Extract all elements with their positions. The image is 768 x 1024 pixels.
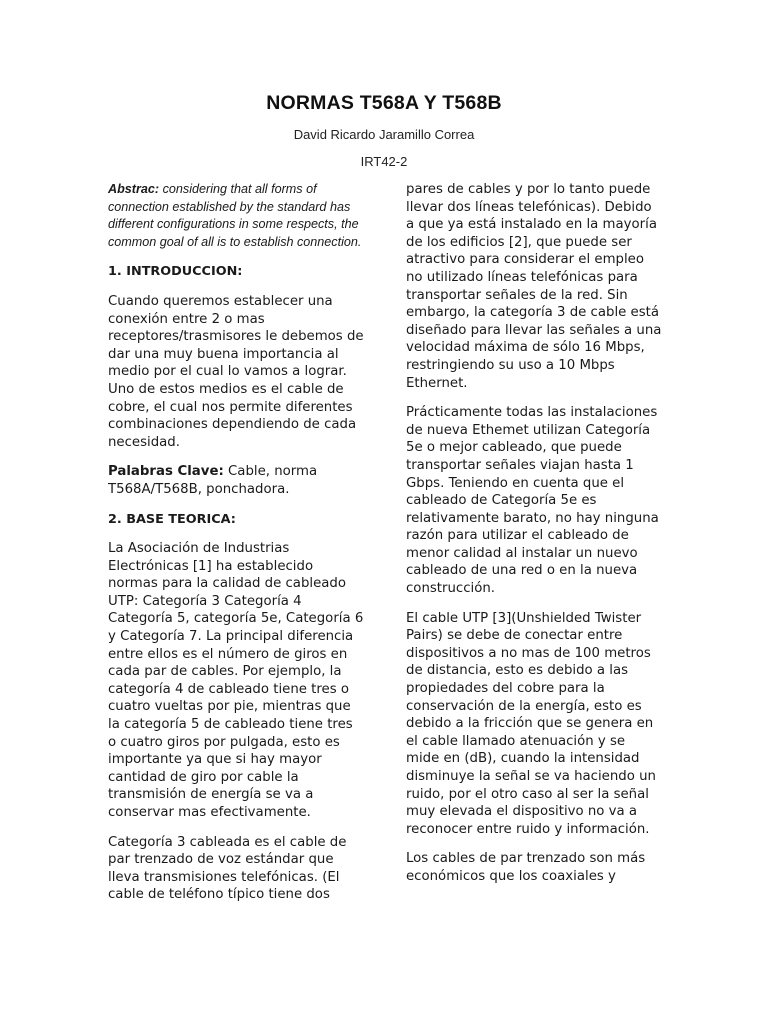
right-column bbox=[406, 181, 662, 898]
keywords-label: Palabras Clave: bbox=[108, 464, 224, 480]
abstract bbox=[108, 181, 364, 251]
abstract-text: considering that all forms of connection established by the standard has different configurations in some respects, the common goal of all is to establish connection. bbox=[108, 182, 362, 249]
body-paragraph: Prácticamente todas las instalaciones de nueva Ethemet utilizan Categoría 5e o mejor cableado, que puede transportar señales viajan hasta 1 Gbps. Teniendo en cuenta que el cableado de Categoría 5e es relativamente barato, no hay ninguna razón para utilizar el cableado de menor calidad al instalar un nuevo cableado de una red o en la nueva construcción. bbox=[406, 405, 659, 597]
abstract-label: Abstrac: bbox=[108, 182, 160, 196]
theory-paragraph: La Asociación de Industrias Electrónicas [1] ha establecido normas para la calidad de cableado UTP: Categoría 3 Categoría 4 Categoría 5, categoría 5e, Categoría 6 y Categoría 7. La principal diferencia entre ellos es el número de giros en cada par de cables. Por ejemplo, la categoría 4 de cableado tiene tres o cuatro vueltas por pie, mientras que la categoría 5 de cableado tiene tres o cuatro giros por pulgada, esto es importante ya que si hay mayor cantidad de giro por cable la transmisión de energía se va a conservar mas efectivamente. bbox=[108, 541, 364, 820]
document-title: NORMAS T568A Y T568B bbox=[266, 92, 502, 114]
keywords-text: Cable, norma T568A/T568B, ponchadora. bbox=[108, 464, 318, 497]
body-paragraph: pares de cables y por lo tanto puede llevar dos líneas telefónicas). Debido a que ya está instalado en la mayoría de los edificios [2], que puede ser atractivo para considerar el empleo no utilizado líneas telefónicas para transportar señales de la red. Sin embargo, la categoría 3 de cable está diseñado para llevar las señales a una velocidad máxima de sólo 16 Mbps, restringiendo su uso a 10 Mbps Ethernet. bbox=[406, 182, 662, 391]
theory-paragraph: Categoría 3 cableada es el cable de par trenzado de voz estándar que lleva transmisiones telefónicas. (El cable de teléfono típico tiene dos bbox=[108, 834, 347, 903]
introduction-paragraph: Cuando queremos establecer una conexión entre 2 o mas receptores/trasmisores le debemos de dar una muy buena importancia al medio por el cual lo vamos a lograr. Uno de estos medios es el cable de cobre, el cual nos permite diferentes combinaciones dependiendo de cada necesidad. bbox=[108, 293, 364, 450]
author-name: David Ricardo Jaramillo Correa bbox=[293, 127, 475, 142]
section-heading-introduction: 1. INTRODUCCION: bbox=[108, 264, 243, 280]
course-code: IRT42-2 bbox=[360, 154, 408, 169]
left-column bbox=[108, 181, 364, 916]
body-paragraph: El cable UTP [3](Unshielded Twister Pairs) se debe de conectar entre dispositivos a no mas de 100 metros de distancia, esto es debido a las propiedades del cobre para la conservación de la energía, esto es debido a la fricción que se genera en el cable llamado atenuación y se mide en (dB), cuando la intensidad disminuye la señal se va haciendo un ruido, por el otro caso al ser la señal muy elevada el dispositivo no va a reconocer entre ruido y información. bbox=[406, 610, 656, 837]
body-paragraph: Los cables de par trenzado son más económicos que los coaxiales y bbox=[406, 851, 646, 884]
keywords bbox=[108, 463, 364, 498]
section-heading-theory: 2. BASE TEORICA: bbox=[108, 511, 236, 527]
